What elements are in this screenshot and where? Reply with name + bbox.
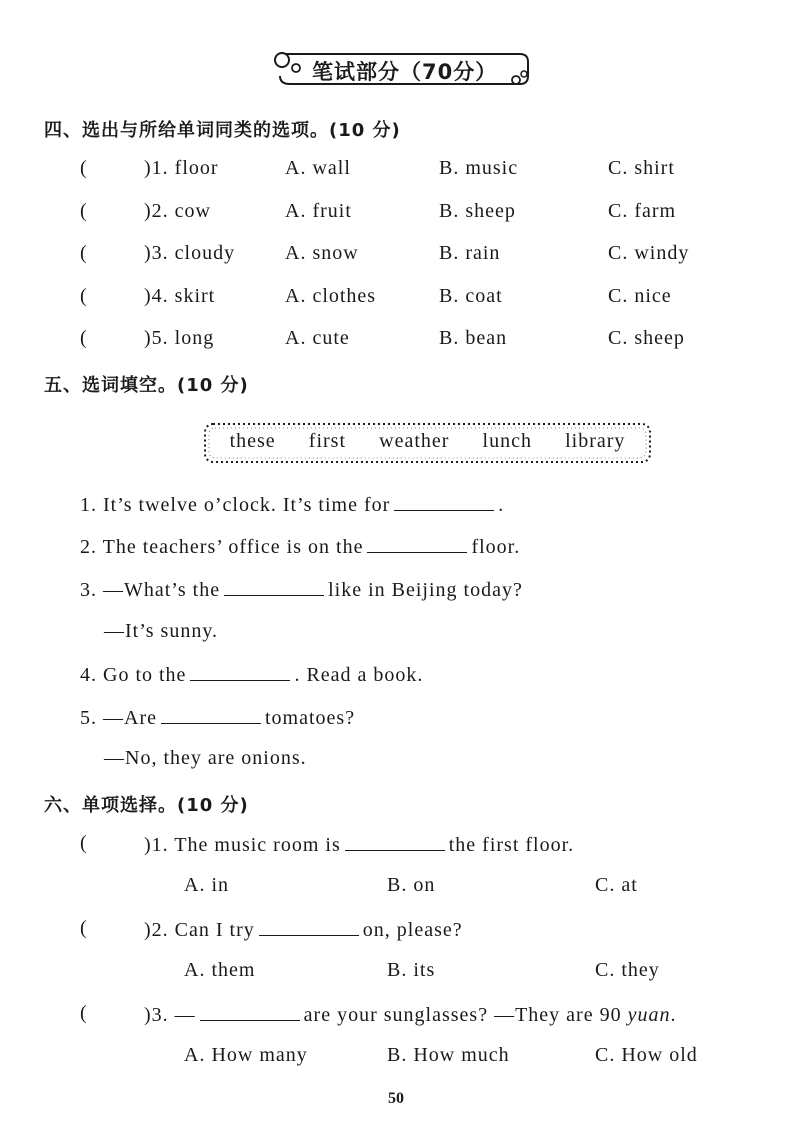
word-bank-word: these bbox=[229, 430, 276, 452]
section-5-heading: 五、选词填空。(10 分) bbox=[44, 375, 249, 396]
fill-question-5 bbox=[80, 705, 355, 730]
question-word: )1. floor bbox=[144, 157, 219, 179]
answer-paren[interactable]: ( bbox=[80, 285, 87, 307]
question-word: )3. cloudy bbox=[144, 242, 236, 264]
option-c[interactable]: C. farm bbox=[608, 200, 677, 222]
option-c[interactable]: C. windy bbox=[608, 242, 690, 264]
question-text: )3. — bbox=[144, 1004, 196, 1026]
question-text: . bbox=[670, 1004, 677, 1026]
answer-paren[interactable]: ( bbox=[80, 917, 87, 939]
answer-paren[interactable]: ( bbox=[80, 327, 87, 349]
answer-blank[interactable] bbox=[200, 1002, 300, 1021]
answer-blank[interactable] bbox=[345, 832, 445, 851]
word-bank-word: weather bbox=[379, 430, 450, 452]
fill-question-3-reply: —It’s sunny. bbox=[104, 620, 219, 642]
option-b[interactable]: B. bean bbox=[439, 327, 508, 349]
page-number: 50 bbox=[388, 1090, 404, 1107]
option-b[interactable]: B. on bbox=[387, 874, 436, 896]
fill-question-2 bbox=[80, 534, 520, 559]
option-a[interactable]: A. fruit bbox=[285, 200, 352, 222]
option-c[interactable]: C. they bbox=[595, 959, 660, 981]
answer-paren[interactable]: ( bbox=[80, 157, 87, 179]
question-text: the first floor. bbox=[448, 834, 575, 856]
word-bank-word: lunch bbox=[482, 430, 532, 452]
option-c[interactable]: C. How old bbox=[595, 1044, 698, 1066]
question-text: 3. —What’s the bbox=[80, 579, 221, 601]
choice-question-1 bbox=[144, 832, 574, 857]
question-word: )5. long bbox=[144, 327, 215, 349]
word-bank bbox=[201, 430, 654, 453]
choice-question-2 bbox=[144, 917, 463, 942]
question-text: tomatoes? bbox=[264, 707, 356, 729]
answer-blank[interactable] bbox=[161, 705, 261, 724]
question-text: 5. —Are bbox=[80, 707, 157, 729]
answer-paren[interactable]: ( bbox=[80, 1002, 87, 1024]
option-a[interactable]: A. clothes bbox=[285, 285, 377, 307]
answer-blank[interactable] bbox=[259, 917, 359, 936]
answer-blank[interactable] bbox=[190, 662, 290, 681]
option-a[interactable]: A. in bbox=[184, 874, 229, 896]
question-text: 4. Go to the bbox=[80, 664, 187, 686]
question-text: )2. Can I try bbox=[144, 919, 255, 941]
question-text: )1. The music room is bbox=[144, 834, 341, 856]
choice-question-3 bbox=[144, 1002, 676, 1027]
question-word: )4. skirt bbox=[144, 285, 216, 307]
question-text: . bbox=[498, 494, 505, 516]
question-text: like in Beijing today? bbox=[328, 579, 523, 601]
page-title: 笔试部分（70分） bbox=[312, 60, 498, 84]
question-text: 2. The teachers’ office is on the bbox=[80, 536, 364, 558]
answer-paren[interactable]: ( bbox=[80, 200, 87, 222]
question-text: are your sunglasses? —They are 90 bbox=[303, 1004, 622, 1026]
answer-blank[interactable] bbox=[224, 577, 324, 596]
option-a[interactable]: A. wall bbox=[285, 157, 351, 179]
fill-question-4 bbox=[80, 662, 423, 687]
answer-blank[interactable] bbox=[367, 534, 467, 553]
option-a[interactable]: A. cute bbox=[285, 327, 350, 349]
option-a[interactable]: A. How many bbox=[184, 1044, 308, 1066]
question-text: on, please? bbox=[362, 919, 463, 941]
option-b[interactable]: B. its bbox=[387, 959, 436, 981]
section-6-heading: 六、单项选择。(10 分) bbox=[44, 795, 249, 816]
option-a[interactable]: A. them bbox=[184, 959, 256, 981]
option-a[interactable]: A. snow bbox=[285, 242, 359, 264]
option-c[interactable]: C. sheep bbox=[608, 327, 685, 349]
answer-paren[interactable]: ( bbox=[80, 242, 87, 264]
option-c[interactable]: C. at bbox=[595, 874, 638, 896]
section-4-heading: 四、选出与所给单词同类的选项。(10 分) bbox=[44, 120, 401, 141]
question-text: floor. bbox=[471, 536, 521, 558]
question-word: )2. cow bbox=[144, 200, 211, 222]
fill-question-1 bbox=[80, 492, 504, 517]
option-b[interactable]: B. How much bbox=[387, 1044, 510, 1066]
option-b[interactable]: B. music bbox=[439, 157, 519, 179]
fill-question-5-reply: —No, they are onions. bbox=[104, 747, 307, 769]
option-b[interactable]: B. rain bbox=[439, 242, 501, 264]
currency-word: yuan bbox=[627, 1004, 671, 1026]
answer-paren[interactable]: ( bbox=[80, 832, 87, 854]
word-bank-word: first bbox=[308, 430, 346, 452]
section-title-banner bbox=[270, 50, 532, 90]
question-text: 1. It’s twelve o’clock. It’s time for bbox=[80, 494, 391, 516]
answer-blank[interactable] bbox=[394, 492, 494, 511]
option-b[interactable]: B. coat bbox=[439, 285, 503, 307]
fill-question-3 bbox=[80, 577, 523, 602]
option-c[interactable]: C. shirt bbox=[608, 157, 675, 179]
word-bank-box bbox=[201, 420, 654, 466]
option-c[interactable]: C. nice bbox=[608, 285, 672, 307]
word-bank-word: library bbox=[565, 430, 626, 452]
question-text: . Read a book. bbox=[294, 664, 424, 686]
option-b[interactable]: B. sheep bbox=[439, 200, 516, 222]
